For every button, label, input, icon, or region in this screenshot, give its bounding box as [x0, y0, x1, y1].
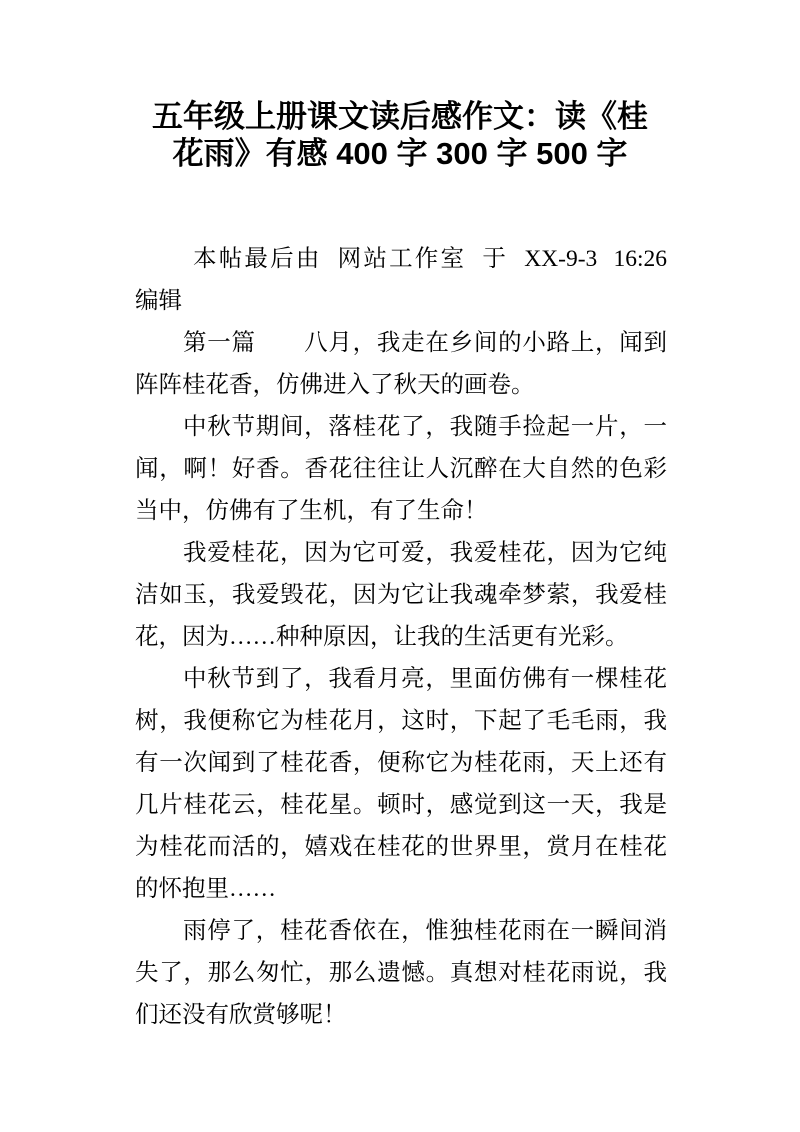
paragraph-line: 中秋节到了，我看月亮，里面仿佛有一棵桂花 — [183, 666, 667, 692]
paragraph-line: 花，因为……种种原因，让我的生活更有光彩。 — [135, 624, 629, 650]
document-title — [100, 98, 700, 172]
paragraph-line: 们还没有欣赏够呢！ — [135, 1002, 347, 1028]
title-line: 花雨》有感 400 字 300 字 500 字 — [172, 136, 628, 171]
paragraph-line: 第一篇 八月，我走在乡间的小路上，闻到 — [183, 330, 667, 356]
paragraph — [135, 658, 667, 910]
title-line: 五年级上册课文读后感作文：读《桂 — [152, 99, 648, 134]
paragraph-line: 当中，仿佛有了生机，有了生命！ — [135, 498, 488, 524]
paragraph — [135, 910, 667, 1036]
paragraph-line: 的怀抱里…… — [135, 876, 276, 902]
paragraph — [135, 322, 667, 406]
paragraph-line: 失了，那么匆忙，那么遗憾。真想对桂花雨说，我 — [135, 960, 667, 986]
paragraph-line: 中秋节期间，落桂花了，我随手捡起一片，一 — [183, 414, 667, 440]
paragraph-line: 我爱桂花，因为它可爱，我爱桂花，因为它纯 — [183, 540, 667, 566]
document-body — [135, 238, 667, 1036]
edit-meta-line: 编辑 — [135, 288, 182, 314]
paragraph-line: 几片桂花云，桂花星。顿时，感觉到这一天，我是 — [135, 792, 667, 818]
paragraph-line: 雨停了，桂花香依在，惟独桂花雨在一瞬间消 — [183, 918, 667, 944]
paragraph-line: 有一次闻到了桂花香，便称它为桂花雨，天上还有 — [135, 750, 667, 776]
paragraph-line: 树，我便称它为桂花月，这时，下起了毛毛雨，我 — [135, 708, 667, 734]
paragraph-line: 为桂花而活的，嬉戏在桂花的世界里，赏月在桂花 — [135, 834, 667, 860]
paragraph-line: 闻，啊！好香。香花往往让人沉醉在大自然的色彩 — [135, 456, 667, 482]
paragraph-line: 洁如玉，我爱毁花，因为它让我魂牵梦萦，我爱桂 — [135, 582, 667, 608]
paragraph — [135, 406, 667, 532]
edit-meta-line: 本帖最后由 网站工作室 于 XX-9-3 16:26 — [193, 246, 667, 272]
paragraph-line: 阵阵桂花香，仿佛进入了秋天的画卷。 — [135, 372, 535, 398]
paragraph — [135, 532, 667, 658]
